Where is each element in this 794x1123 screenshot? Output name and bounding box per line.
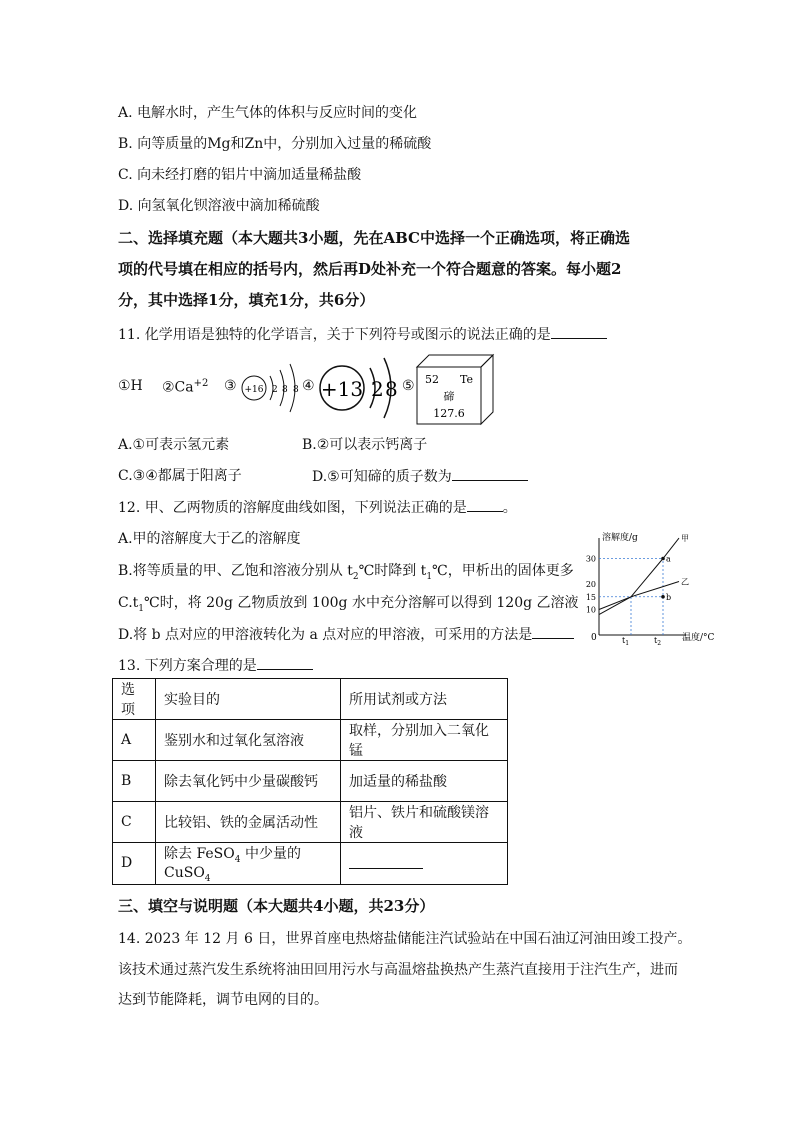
q11-symbol-2 <box>162 378 208 396</box>
q12-option-a: A.甲的溶解度大于乙的溶解度 <box>118 531 301 547</box>
q11-stem <box>118 324 607 345</box>
table-cell: A <box>113 720 156 761</box>
chart-ylabel: 溶解度/g <box>602 533 638 543</box>
q11-option-b: B.②可以表示钙离子 <box>302 437 428 453</box>
q12-option-b-pre: B.将等质量的甲、乙饱和溶液分别从 t <box>118 563 353 579</box>
chart-xtick-t1-sub: 1 <box>625 640 630 645</box>
q12-option-c <box>118 593 579 619</box>
q11-answer-blank <box>551 324 607 339</box>
q11-symbol-2-charge: +2 <box>193 378 209 389</box>
table-header-row <box>113 679 508 720</box>
q11-option-d <box>312 466 528 487</box>
q11-option-d-blank <box>452 466 528 481</box>
row-d-answer-blank <box>349 854 423 869</box>
q11-symbol-1: ①H <box>118 378 143 394</box>
q14-line2: 该技术通过蒸汽发生系统将油田回用污水与高温熔盐换热产生蒸汽直接用于注汽生产，进而 <box>118 962 678 978</box>
chart-origin-label: 0 <box>591 633 597 643</box>
chart-point-b <box>661 595 665 599</box>
q11-atom-structure-4 <box>316 352 400 424</box>
table-header-cell: 所用试剂或方法 <box>341 679 508 720</box>
q11-option-a: A.①可表示氢元素 <box>118 437 230 453</box>
chart-ytick-20: 20 <box>585 580 596 589</box>
q11-symbol-3-label: ③ <box>224 378 237 394</box>
q12-stem-end: 。 <box>502 500 517 516</box>
q12-option-d-text: D.将 b 点对应的甲溶液转化为 a 点对应的甲溶液，可采用的方法是 <box>118 627 533 643</box>
q12-option-b-mid: ℃时降到 t <box>358 563 427 579</box>
chart-series-line-0 <box>599 538 679 615</box>
q10-option-b: B. 向等质量的Mg和Zn中，分别加入过量的稀硫酸 <box>118 136 432 152</box>
atom4-nucleus: +13 <box>320 377 364 401</box>
q12-stem <box>118 497 517 518</box>
chart-xtick-t2: $t_2$ <box>654 636 662 645</box>
q11-symbol-2-text: ②Ca <box>162 379 194 396</box>
row-d-mid: 中少量的 CuSO <box>164 846 301 881</box>
table-header-cell: 选项 <box>113 679 156 720</box>
table-cell <box>156 843 341 885</box>
chart-ytick-15: 15 <box>585 592 596 602</box>
row-d-sub1: 4 <box>234 854 241 865</box>
q10-option-d: D. 向氢氧化钡溶液中滴加稀硫酸 <box>118 198 320 214</box>
q13-stem <box>118 655 313 676</box>
cell-top-face <box>417 355 493 367</box>
chart-xtick-t1: $t_1$ <box>622 636 630 645</box>
chart-ytick-10: 10 <box>585 605 596 615</box>
chart-point-label-b: b <box>666 592 672 602</box>
element-symbol: Te <box>460 373 473 386</box>
chart-series-label-0: 甲 <box>681 534 689 544</box>
q12-option-b-post: ℃，甲析出的固体更多 <box>432 563 574 579</box>
table-cell: 鉴别水和过氧化氢溶液 <box>156 720 341 761</box>
atom4-shell-2: 8 <box>385 377 398 401</box>
cell-side-face <box>481 355 493 424</box>
atom3-nucleus: +16 <box>244 385 264 395</box>
table-cell <box>341 843 508 885</box>
q14-line1: 14. 2023 年 12 月 6 日，世界首座电热熔盐储能注汽试验站在中国石油辽河油田竣工投产。 <box>118 931 692 947</box>
q11-option-c: C.③④都属于阳离子 <box>118 468 242 484</box>
section2-heading-line3: 分，其中选择1分，填充1分，共6分） <box>118 291 375 309</box>
section2-heading-line1: 二、选择填充题（本大题共3小题，先在ABC中选择一个正确选项，将正确选 <box>118 229 630 247</box>
q10-option-c: C. 向未经打磨的铝片中滴加适量稀盐酸 <box>118 167 362 183</box>
q11-symbol-4-label: ④ <box>302 378 315 394</box>
row-d-pre: 除去 FeSO <box>164 846 235 862</box>
q11-symbol-5-label: ⑤ <box>402 378 415 394</box>
q13-stem-text: 13. 下列方案合理的是 <box>118 658 257 674</box>
chart-series-label-1: 乙 <box>681 577 689 587</box>
q11-stem-text: 11. 化学用语是独特的化学语言，关于下列符号或图示的说法正确的是 <box>118 327 551 343</box>
q12-option-d-blank <box>532 624 574 639</box>
chart-xlabel: 温度/°C <box>682 633 715 643</box>
chart-ytick-30: 30 <box>585 554 596 564</box>
table-row <box>113 843 508 885</box>
table-cell: B <box>113 761 156 802</box>
table-cell: D <box>113 843 156 885</box>
q12-option-b-sub1: 2 <box>352 571 359 582</box>
q11-option-d-text: D.⑤可知碲的质子数为 <box>312 469 452 485</box>
q11-element-cell <box>414 352 496 428</box>
table-cell: 除去氧化钙中少量碳酸钙 <box>156 761 341 802</box>
table-row <box>113 761 508 802</box>
element-atomic-mass: 127.6 <box>433 407 465 420</box>
q13-answer-blank <box>257 655 313 670</box>
table-cell: 比较铝、铁的金属活动性 <box>156 802 341 843</box>
element-atomic-number: 52 <box>425 373 439 386</box>
chart-point-a <box>661 557 665 561</box>
table-header-cell: 实验目的 <box>156 679 341 720</box>
q12-option-b <box>118 561 574 587</box>
q12-option-d <box>118 624 574 645</box>
section3-heading: 三、填空与说明题（本大题共4小题，共23分） <box>118 897 435 915</box>
q11-atom-structure-3 <box>236 358 306 418</box>
q13-options-table <box>112 678 508 885</box>
chart-point-label-a: a <box>666 554 671 564</box>
q14-line3: 达到节能降耗，调节电网的目的。 <box>118 992 328 1008</box>
table-cell: C <box>113 802 156 843</box>
table-row <box>113 720 508 761</box>
table-cell: 铝片、铁片和硫酸镁溶液 <box>341 802 508 843</box>
table-row <box>113 802 508 843</box>
q10-option-a: A. 电解水时，产生气体的体积与反应时间的变化 <box>118 105 418 121</box>
q12-option-c-pre: C.t <box>118 595 139 611</box>
atom3-shell-2: 8 <box>282 385 288 395</box>
q12-stem-text: 12. 甲、乙两物质的溶解度曲线如图，下列说法正确的是 <box>118 500 467 516</box>
q12-answer-blank <box>467 497 503 512</box>
section2-heading-line2: 项的代号填在相应的括号内，然后再D处补充一个符合题意的答案。每小题2 <box>118 260 622 278</box>
q12-option-c-post: ℃时，将 20g 乙物质放到 100g 水中充分溶解可以得到 120g 乙溶液 <box>144 595 579 611</box>
q12-option-b-sub2: 1 <box>426 571 433 582</box>
table-cell: 取样，分别加入二氧化锰 <box>341 720 508 761</box>
row-d-sub2: 4 <box>204 873 211 884</box>
atom3-shell-3: 8 <box>293 385 299 395</box>
solubility-chart <box>578 530 728 645</box>
q12-option-c-sub: 1 <box>138 603 145 614</box>
atom3-shell-1: 2 <box>272 385 278 395</box>
chart-xtick-t2-sub: 2 <box>657 640 662 645</box>
table-cell: 加适量的稀盐酸 <box>341 761 508 802</box>
atom4-shell-1: 2 <box>371 377 384 401</box>
element-name: 碲 <box>443 390 455 403</box>
